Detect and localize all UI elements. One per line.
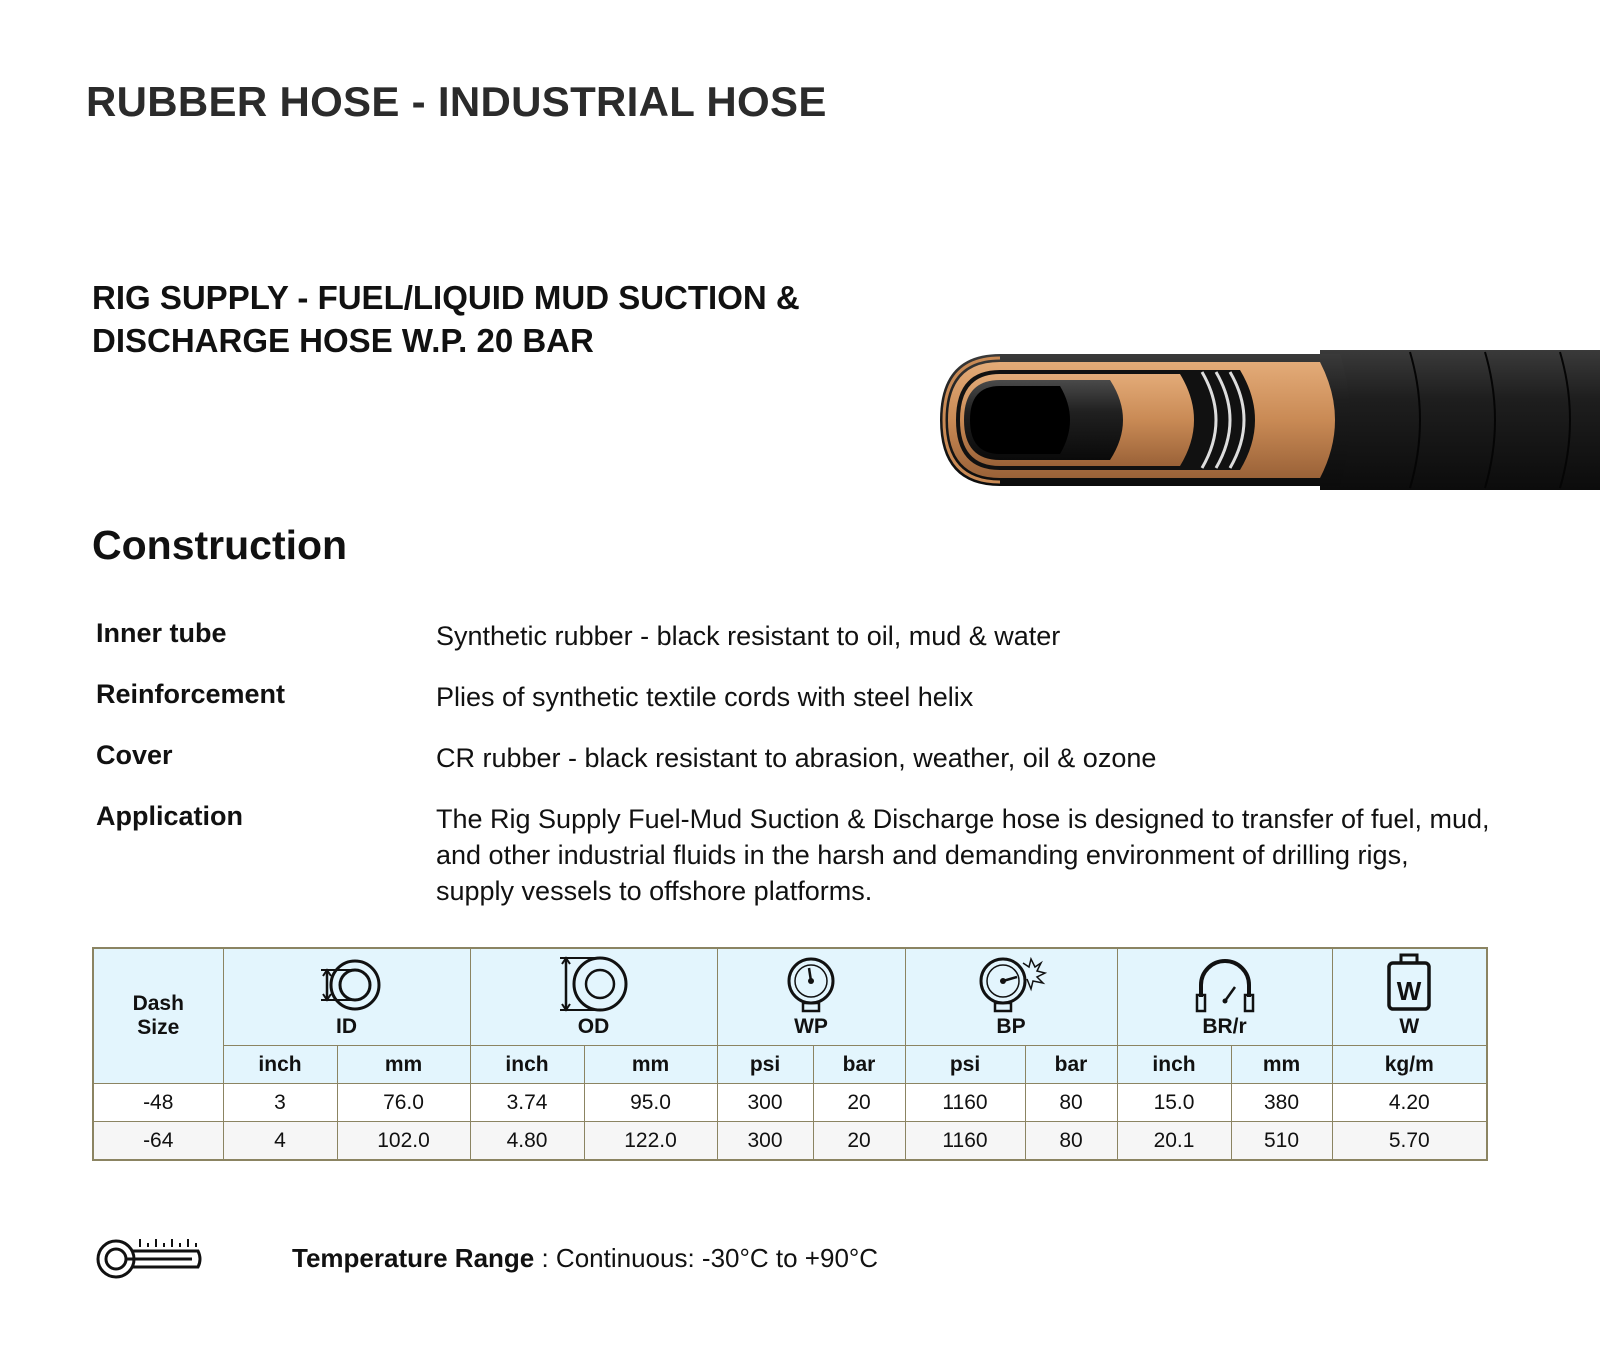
bp-header xyxy=(905,948,1117,1046)
table-cell: 80 xyxy=(1025,1122,1117,1161)
temperature-label: Temperature Range xyxy=(292,1243,535,1273)
weight-icon xyxy=(1385,953,1433,1013)
temperature-text xyxy=(292,1243,878,1274)
hose-cutaway-image xyxy=(940,350,1600,490)
specifications-table xyxy=(92,947,1488,1161)
spec-label: Reinforcement xyxy=(96,679,286,709)
weight-glyph: W xyxy=(1396,976,1422,1006)
table-cell: 80 xyxy=(1025,1084,1117,1122)
table-cell: 122.0 xyxy=(584,1122,717,1161)
table-cell: 95.0 xyxy=(584,1084,717,1122)
table-cell: 300 xyxy=(717,1122,813,1161)
unit-cell: bar xyxy=(813,1046,905,1084)
br-label: BR/r xyxy=(1202,1015,1247,1038)
unit-cell: inch xyxy=(470,1046,584,1084)
table-cell: 4 xyxy=(223,1122,337,1161)
table-cell: 102.0 xyxy=(337,1122,470,1161)
spec-label: Application xyxy=(96,801,243,831)
unit-cell: psi xyxy=(905,1046,1025,1084)
table-cell: 1160 xyxy=(905,1122,1025,1161)
br-header xyxy=(1117,948,1332,1046)
wp-label: WP xyxy=(794,1015,828,1038)
dash-size-cell: -48 xyxy=(93,1084,223,1122)
table-cell: 4.80 xyxy=(470,1122,584,1161)
unit-cell: mm xyxy=(337,1046,470,1084)
thermometer-icon xyxy=(96,1233,204,1281)
table-cell: 3 xyxy=(223,1084,337,1122)
dash-size-header xyxy=(93,948,223,1084)
unit-cell: bar xyxy=(1025,1046,1117,1084)
unit-cell: inch xyxy=(223,1046,337,1084)
bp-label: BP xyxy=(996,1015,1026,1038)
spec-value: The Rig Supply Fuel-Mud Suction & Discharge hose is designed to transfer of fuel, mud, and other industrial fluids in the harsh and demanding environment of drilling rigs, supply vessels to offshore platforms. xyxy=(436,804,1490,906)
pressure-gauge-icon xyxy=(783,955,839,1013)
spec-value: Synthetic rubber - black resistant to oil, mud & water xyxy=(436,621,1061,651)
burst-gauge-icon xyxy=(975,955,1047,1013)
table-cell: 5.70 xyxy=(1332,1122,1487,1161)
unit-cell: kg/m xyxy=(1332,1046,1487,1084)
temperature-value: : Continuous: -30°C to +90°C xyxy=(534,1243,879,1273)
table-cell: 3.74 xyxy=(470,1084,584,1122)
bend-radius-icon xyxy=(1189,955,1261,1013)
table-cell: 20 xyxy=(813,1122,905,1161)
product-title-line-2: DISCHARGE HOSE W.P. 20 BAR xyxy=(92,322,594,359)
dash-size-cell: -64 xyxy=(93,1122,223,1161)
table-cell: 76.0 xyxy=(337,1084,470,1122)
table-cell: 15.0 xyxy=(1117,1084,1231,1122)
table-row xyxy=(93,1084,1487,1122)
od-header xyxy=(470,948,717,1046)
spec-label: Inner tube xyxy=(96,618,227,648)
w-label: W xyxy=(1399,1015,1420,1038)
outer-diameter-icon xyxy=(558,955,630,1013)
product-title-line-1: RIG SUPPLY - FUEL/LIQUID MUD SUCTION & xyxy=(92,279,800,316)
dash-label: Dash xyxy=(132,992,184,1015)
table-row xyxy=(93,1122,1487,1161)
table-cell: 20 xyxy=(813,1084,905,1122)
unit-cell: mm xyxy=(1231,1046,1332,1084)
w-header xyxy=(1332,948,1487,1046)
temperature-range xyxy=(96,1233,1296,1283)
spec-label: Cover xyxy=(96,740,173,770)
table-cell: 510 xyxy=(1231,1122,1332,1161)
id-header xyxy=(223,948,470,1046)
id-label: ID xyxy=(336,1015,357,1038)
table-cell: 4.20 xyxy=(1332,1084,1487,1122)
spec-value: CR rubber - black resistant to abrasion, weather, oil & ozone xyxy=(436,743,1157,773)
unit-cell: psi xyxy=(717,1046,813,1084)
inner-diameter-icon xyxy=(311,957,383,1013)
construction-heading: Construction xyxy=(92,522,348,568)
table-cell: 380 xyxy=(1231,1084,1332,1122)
page-title: RUBBER HOSE - INDUSTRIAL HOSE xyxy=(86,78,827,125)
size-label: Size xyxy=(137,1016,180,1039)
product-title xyxy=(92,276,892,362)
table-cell: 300 xyxy=(717,1084,813,1122)
table-cell: 1160 xyxy=(905,1084,1025,1122)
wp-header xyxy=(717,948,905,1046)
table-cell: 20.1 xyxy=(1117,1122,1231,1161)
unit-cell: inch xyxy=(1117,1046,1231,1084)
unit-cell: mm xyxy=(584,1046,717,1084)
od-label: OD xyxy=(577,1015,610,1038)
spec-value: Plies of synthetic textile cords with steel helix xyxy=(436,682,974,712)
